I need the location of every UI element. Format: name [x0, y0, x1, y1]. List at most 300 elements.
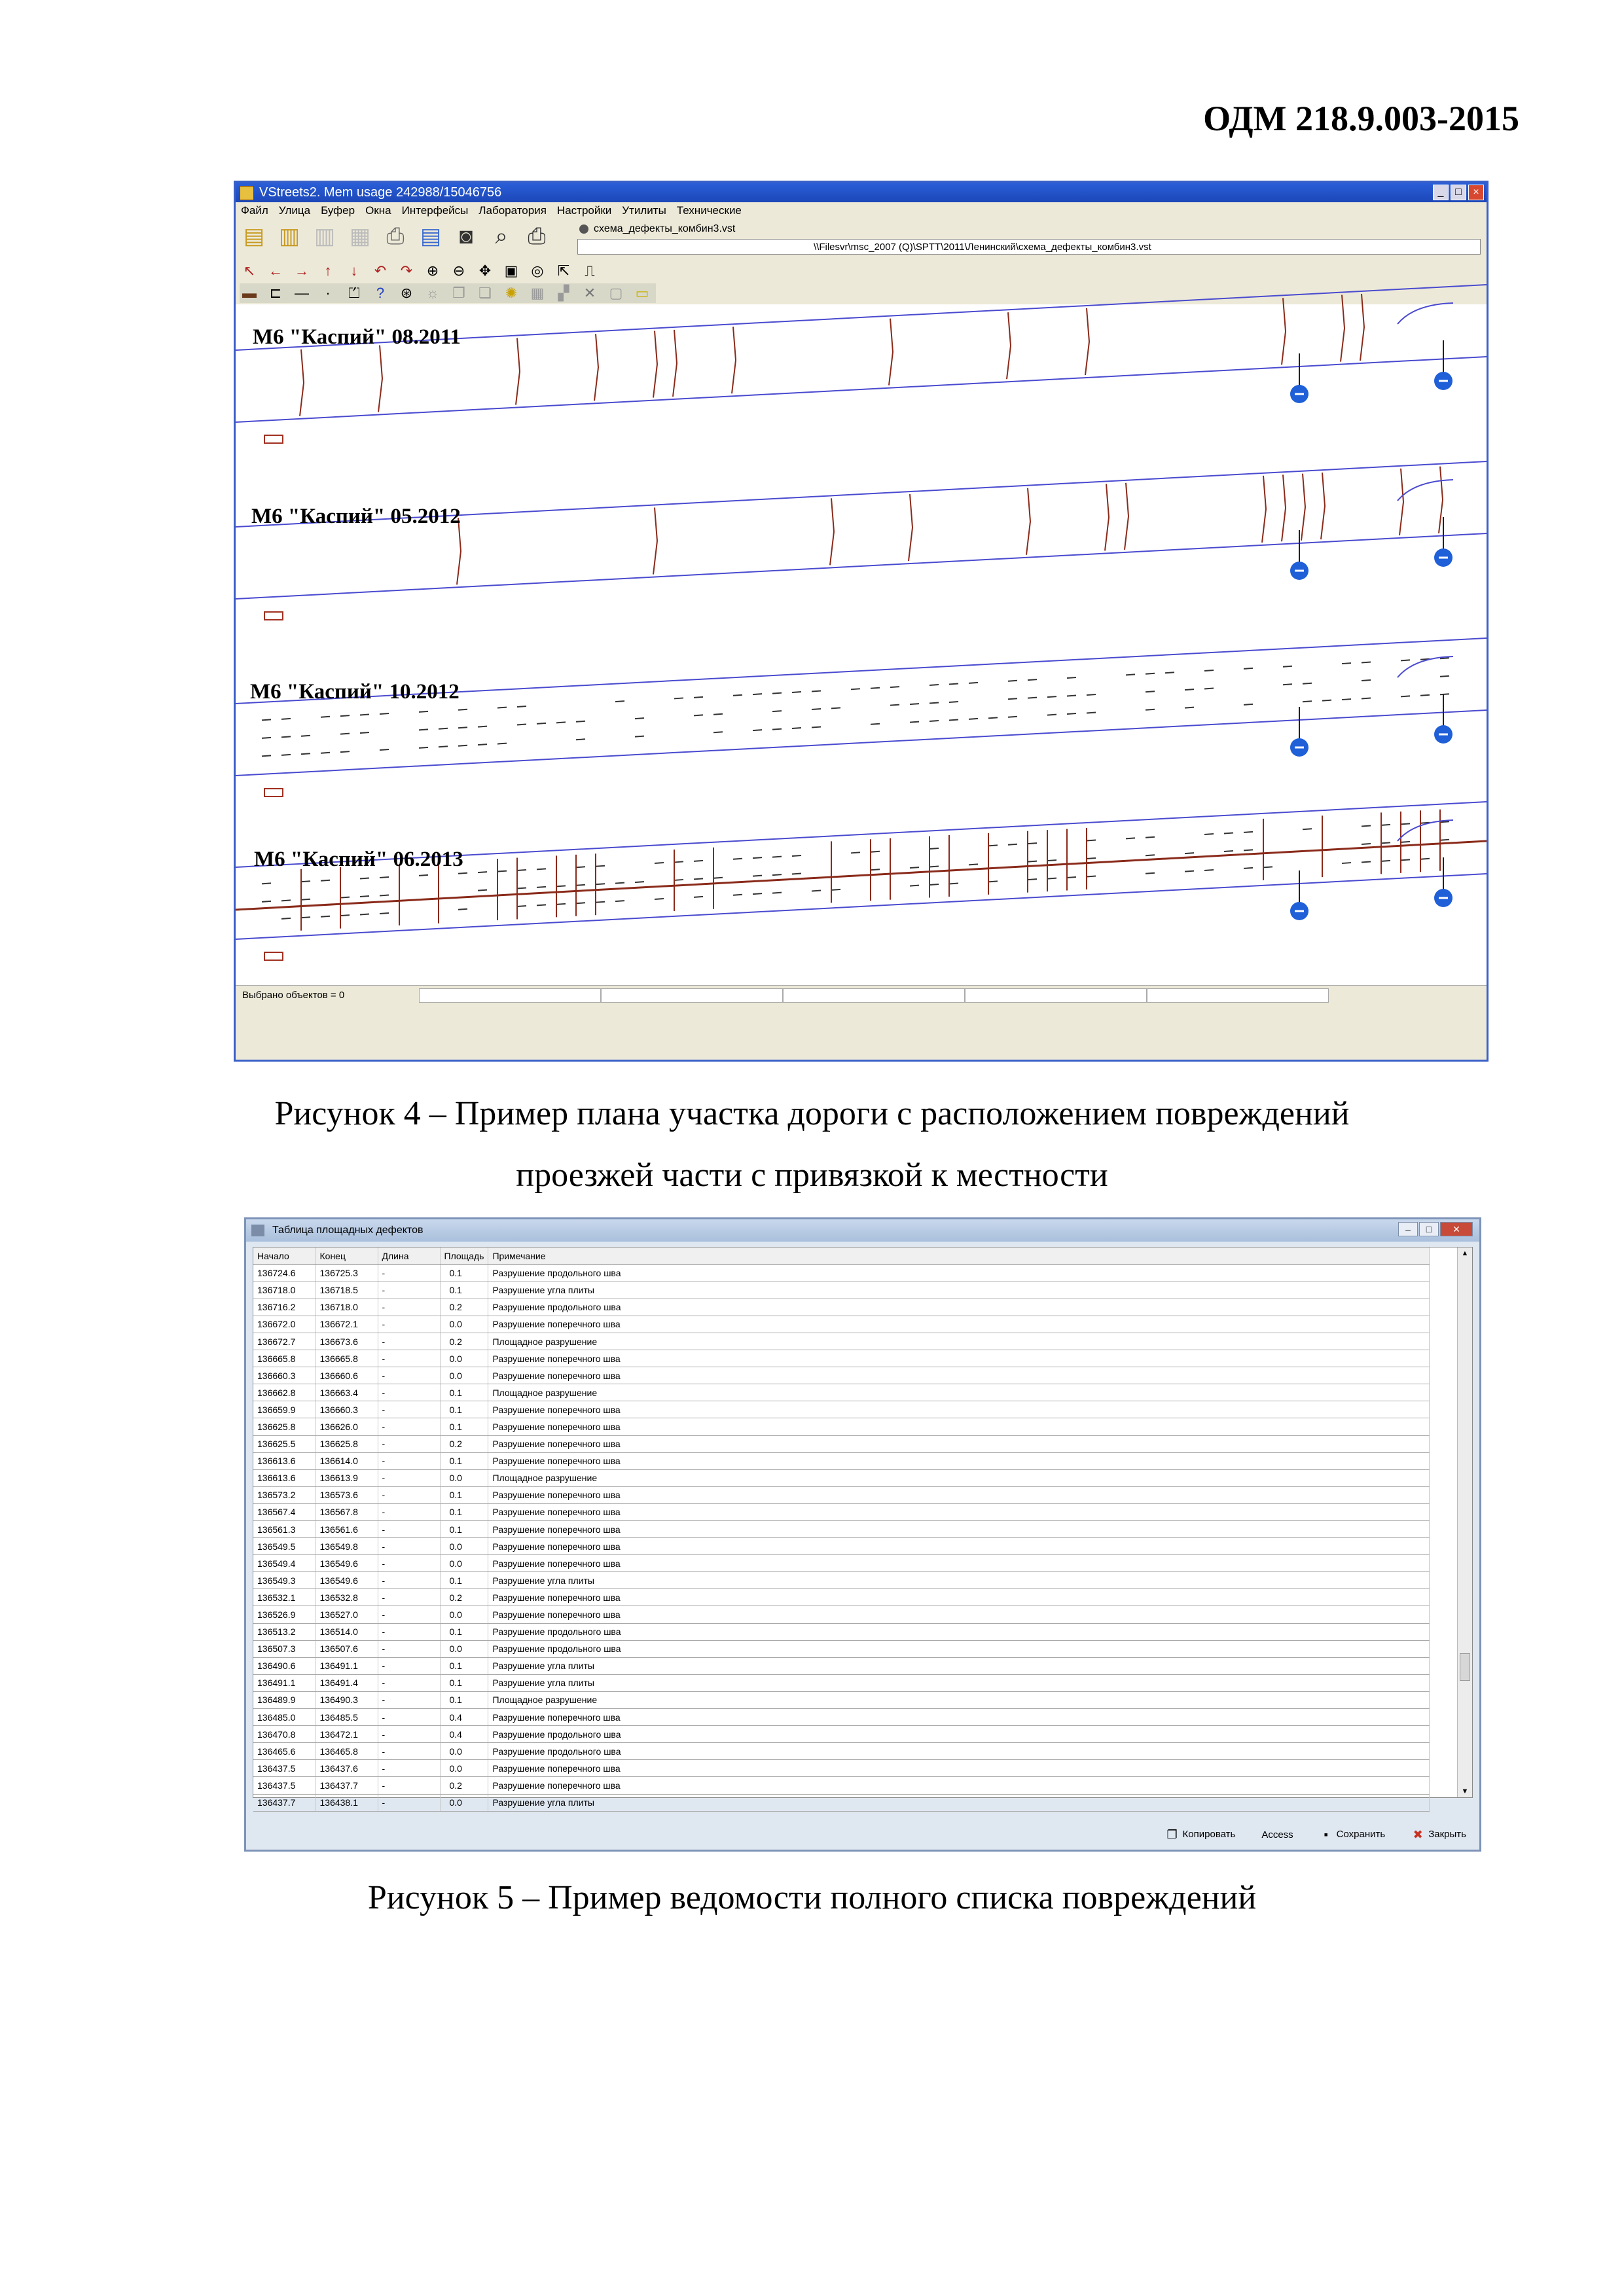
pointer-icon[interactable]: ↖ [243, 262, 256, 279]
table-row[interactable] [253, 1589, 1430, 1606]
cross-icon[interactable]: ✕ [583, 285, 596, 301]
table-cell: 0.1 [440, 1452, 488, 1469]
table-cell: 0.2 [440, 1777, 488, 1794]
scroll-up-icon[interactable]: ▲ [1461, 1249, 1469, 1257]
table-row[interactable] [253, 1726, 1430, 1743]
defect-dash [556, 722, 566, 723]
table-cell: - [378, 1777, 440, 1794]
globe-icon[interactable]: ⊛ [400, 285, 413, 301]
crack-mark [1321, 473, 1325, 539]
defect-dash [537, 723, 546, 724]
table-cell: 136532.1 [253, 1589, 316, 1606]
pan-icon[interactable]: ✥ [478, 262, 492, 279]
table-cell: 136491.4 [316, 1674, 378, 1691]
defect-dash [596, 866, 605, 867]
crack-mark [909, 494, 912, 561]
defect-dash [851, 852, 860, 853]
zoom-window-icon[interactable]: ▣ [504, 262, 518, 279]
app-icon [240, 186, 254, 200]
defect-dash [753, 893, 762, 894]
defect-dash [988, 717, 998, 718]
crack-mark [1105, 484, 1109, 550]
table-cell: 0.0 [440, 1555, 488, 1572]
table-cell: Разрушение поперечного шва [488, 1486, 1430, 1503]
rotate-left-icon[interactable]: ↶ [374, 262, 387, 279]
file-tab[interactable] [579, 223, 735, 235]
defect-dash [576, 885, 585, 886]
defect-dash [380, 749, 389, 750]
table-cell: - [378, 1691, 440, 1708]
minimize-button[interactable]: – [1398, 1222, 1418, 1236]
table-row[interactable] [253, 1760, 1430, 1777]
defect-dash [380, 713, 389, 714]
menu-technical[interactable]: Технические [676, 204, 742, 217]
defect-dash [419, 747, 428, 748]
defect-dash [890, 705, 899, 706]
table-cell: 136491.1 [253, 1674, 316, 1691]
maximize-button[interactable]: □ [1451, 185, 1466, 200]
path-field: \\Filesvr\msc_2007 (Q)\SPTT\2011\Ленинский\схема_дефекты_комбин3.vst [577, 239, 1481, 255]
close-table-button[interactable] [1411, 1828, 1466, 1841]
table-cell: 136491.1 [316, 1657, 378, 1674]
defect-dash [262, 719, 271, 720]
column-header-length[interactable]: Длина [378, 1247, 440, 1265]
table-cell: 136549.3 [253, 1572, 316, 1589]
table-cell: 136672.1 [316, 1316, 378, 1333]
defect-dash [1087, 694, 1096, 695]
table-row[interactable] [253, 1435, 1430, 1452]
document-code: ОДМ 218.9.003-2015 [1203, 99, 1519, 138]
defect-dash [1362, 680, 1371, 681]
road-schemes [236, 304, 1487, 985]
save-as-icon[interactable]: ▦ [349, 224, 371, 249]
table-row[interactable] [253, 1401, 1430, 1418]
table-cell: 0.1 [440, 1572, 488, 1589]
menu-laboratory[interactable]: Лаборатория [478, 204, 547, 217]
table-cell: Разрушение поперечного шва [488, 1555, 1430, 1572]
sun-icon[interactable]: ✺ [505, 285, 518, 301]
crack-mark [378, 345, 382, 412]
table-cell: 0.1 [440, 1521, 488, 1538]
crack-mark [1360, 294, 1364, 361]
table-row[interactable] [253, 1709, 1430, 1726]
defect-dash [1146, 837, 1155, 838]
crack-mark [673, 330, 677, 397]
arrow-right-icon[interactable]: → [295, 262, 309, 279]
crack-mark [732, 327, 736, 393]
table-cell: Разрушение продольного шва [488, 1726, 1430, 1743]
table-row[interactable] [253, 1657, 1430, 1674]
copy-icon[interactable]: ❐ [452, 285, 465, 301]
table-cell: - [378, 1503, 440, 1520]
frame-icon[interactable]: ▢ [609, 285, 623, 301]
defect-dash [910, 867, 919, 868]
table-cell: 136659.9 [253, 1401, 316, 1418]
crack-mark [653, 508, 657, 575]
section-label-2012-10: М6 "Каспий" 10.2012 [250, 680, 460, 704]
table-cell: 136438.1 [316, 1794, 378, 1811]
table-cell: - [378, 1486, 440, 1503]
file-tab-icon [579, 224, 588, 234]
defect-dash [988, 881, 998, 882]
defect-dash [439, 746, 448, 747]
table-cell: Разрушение поперечного шва [488, 1760, 1430, 1777]
measure-icon[interactable]: ⎍ [585, 262, 595, 279]
table-cell: 136625.8 [316, 1435, 378, 1452]
table-row[interactable] [253, 1418, 1430, 1435]
defect-dash [812, 890, 821, 891]
defect-dash [674, 861, 683, 862]
defect-dash [1008, 698, 1017, 699]
grid-icon[interactable]: ▦ [530, 285, 545, 301]
copy-icon: ❐ [1166, 1828, 1178, 1841]
table-row[interactable] [253, 1606, 1430, 1623]
menu-file[interactable]: Файл [241, 204, 268, 217]
defect-dash [419, 875, 428, 876]
status-text: Выбрано объектов = 0 [242, 990, 345, 1001]
table-icon[interactable]: ▤ [420, 224, 442, 249]
table-cell: 0.1 [440, 1486, 488, 1503]
figure4-caption-line2: проезжей части с привязкой к местности [516, 1157, 1108, 1194]
column-header-note[interactable]: Примечание [488, 1247, 1430, 1265]
crack-mark [1282, 475, 1286, 541]
table-cell: Разрушение поперечного шва [488, 1418, 1430, 1435]
table-cell: - [378, 1401, 440, 1418]
close-button[interactable]: × [1468, 185, 1484, 200]
crack-mark [516, 338, 520, 404]
table-cell: 136514.0 [316, 1623, 378, 1640]
table-cell: Площадное разрушение [488, 1469, 1430, 1486]
status-bar [236, 985, 1487, 1005]
table-row[interactable] [253, 1743, 1430, 1760]
open-folder-icon[interactable]: ▤ [243, 224, 265, 249]
defect-dash [1401, 859, 1410, 860]
close-icon: ✖ [1413, 1828, 1423, 1841]
camera-icon[interactable]: ◙ [459, 224, 473, 249]
defect-dash [301, 917, 310, 918]
section-label-2012-05: М6 "Каспий" 05.2012 [251, 505, 461, 528]
menu-windows[interactable]: Окна [365, 204, 391, 217]
defect-dash [1342, 663, 1351, 664]
point-icon[interactable]: · [325, 285, 331, 301]
table-cell: 136718.0 [253, 1282, 316, 1299]
defect-dash [478, 726, 487, 727]
vstreets-window [234, 181, 1489, 1062]
defect-dash [1342, 699, 1351, 700]
table-cell: 136613.6 [253, 1452, 316, 1469]
table-cell: 0.2 [440, 1589, 488, 1606]
table-row[interactable] [253, 1691, 1430, 1708]
table-cell: - [378, 1760, 440, 1777]
defect-dash [301, 881, 310, 882]
table-cell: Разрушение продольного шва [488, 1640, 1430, 1657]
table-cell: 136660.3 [316, 1401, 378, 1418]
table-cell: Разрушение поперечного шва [488, 1709, 1430, 1726]
defect-dash [1303, 683, 1312, 684]
defect-dash [1401, 823, 1410, 824]
table-cell: 136665.8 [316, 1350, 378, 1367]
table-cell: - [378, 1367, 440, 1384]
defect-dash [1087, 712, 1096, 713]
defect-dash [1087, 858, 1096, 859]
maximize-button[interactable]: □ [1419, 1222, 1439, 1236]
defect-dash [556, 904, 566, 905]
table-row[interactable] [253, 1384, 1430, 1401]
table-cell: 136716.2 [253, 1299, 316, 1316]
segment-icon[interactable]: — [295, 285, 309, 301]
figure4-caption-line1: Рисунок 4 – Пример плана участка дороги с расположением повреждений [274, 1095, 1350, 1132]
save-disabled-icon[interactable]: ▥ [314, 224, 336, 249]
defect-dash [615, 883, 624, 884]
menu-settings[interactable]: Настройки [556, 204, 612, 217]
defect-dash [871, 724, 880, 725]
defect-dash [1362, 861, 1371, 862]
defect-dash [949, 683, 958, 684]
table-cell: 136573.6 [316, 1486, 378, 1503]
minimize-button[interactable]: _ [1433, 185, 1449, 200]
scroll-thumb[interactable] [1460, 1653, 1470, 1681]
defect-dash [301, 899, 310, 900]
crack-mark [1301, 474, 1305, 541]
table-row[interactable] [253, 1265, 1430, 1282]
table-row[interactable] [253, 1777, 1430, 1794]
defect-dash [1008, 844, 1017, 845]
bulb-icon[interactable]: ☼ [425, 285, 440, 301]
defect-dash [340, 715, 350, 716]
table-row[interactable] [253, 1794, 1430, 1811]
table-row[interactable] [253, 1333, 1430, 1350]
defect-dash [576, 721, 585, 722]
column-header-area[interactable]: Площадь [440, 1247, 488, 1265]
defect-dash [871, 869, 880, 870]
table-cell: Разрушение поперечного шва [488, 1316, 1430, 1333]
table-cell: 136672.7 [253, 1333, 316, 1350]
arrow-up-icon[interactable]: ↑ [324, 262, 332, 279]
column-header-start[interactable]: Начало [253, 1247, 316, 1265]
map-canvas[interactable] [236, 304, 1487, 985]
print-icon[interactable]: ⎙ [386, 224, 405, 249]
polyline-icon[interactable]: ⏍ [348, 285, 360, 301]
table-cell: - [378, 1674, 440, 1691]
crack-mark [300, 350, 304, 416]
table-cell: 136472.1 [316, 1726, 378, 1743]
table-cell: - [378, 1333, 440, 1350]
defect-dash [360, 896, 369, 897]
table-cell: 136724.6 [253, 1265, 316, 1282]
figure5-caption: Рисунок 5 – Пример ведомости полного списка повреждений [367, 1879, 1257, 1916]
defect-dash [321, 916, 330, 917]
table-cell: 136718.0 [316, 1299, 378, 1316]
section-label-2013: М6 "Каспий" 06.2013 [254, 848, 463, 871]
file-tab-label: схема_дефекты_комбин3.vst [594, 223, 736, 234]
defect-dash [635, 718, 644, 719]
defect-dash [281, 736, 291, 737]
zoom-out-icon[interactable]: ⊖ [452, 262, 465, 279]
arrow-left-icon[interactable]: ← [268, 262, 283, 279]
marker-rect [264, 612, 283, 620]
table-cell: - [378, 1726, 440, 1743]
crack-mark [1439, 467, 1443, 533]
crack-mark [1262, 476, 1266, 543]
table-cell: 136561.3 [253, 1521, 316, 1538]
table-cell: - [378, 1316, 440, 1333]
window-title: Таблица площадных дефектов [272, 1225, 424, 1236]
table-cell: 136626.0 [316, 1418, 378, 1435]
help-icon[interactable]: ? [376, 285, 385, 301]
window-titlebar [246, 1219, 1479, 1242]
defect-dash [1244, 832, 1253, 833]
defect-dash [1283, 666, 1292, 667]
vertical-scrollbar[interactable] [1457, 1247, 1472, 1797]
paste-icon[interactable]: ❏ [478, 285, 492, 301]
table-row[interactable] [253, 1572, 1430, 1589]
menu-buffer[interactable]: Буфер [321, 204, 355, 217]
table-cell: 136527.0 [316, 1606, 378, 1623]
close-button[interactable]: ✕ [1440, 1222, 1473, 1236]
defect-dash [576, 739, 585, 740]
save-icon[interactable]: ▥ [278, 224, 300, 249]
defect-dash [596, 902, 605, 903]
table-row[interactable] [253, 1674, 1430, 1691]
table-cell: 0.1 [440, 1418, 488, 1435]
defect-dash [1028, 679, 1037, 680]
table-cell: - [378, 1384, 440, 1401]
menu-utilities[interactable]: Утилиты [622, 204, 666, 217]
table-cell: 136625.5 [253, 1435, 316, 1452]
table-cell: 136660.3 [253, 1367, 316, 1384]
table-cell: 136507.3 [253, 1640, 316, 1657]
defect-dash [733, 695, 742, 696]
defect-dash [458, 727, 467, 728]
crack-mark [830, 498, 834, 565]
save-button[interactable] [1320, 1828, 1386, 1841]
table-row[interactable] [253, 1469, 1430, 1486]
defect-dash [713, 714, 723, 715]
table-cell: 136549.6 [316, 1555, 378, 1572]
defect-dash [478, 744, 487, 745]
move-icon[interactable]: ▞ [558, 285, 569, 301]
table-cell: - [378, 1709, 440, 1726]
table-cell: 136532.8 [316, 1589, 378, 1606]
table-cell: - [378, 1657, 440, 1674]
table-cell: 0.0 [440, 1350, 488, 1367]
defect-dash [1047, 860, 1056, 861]
table-row[interactable] [253, 1640, 1430, 1657]
table-cell: 0.1 [440, 1401, 488, 1418]
table-cell: Разрушение угла плиты [488, 1282, 1430, 1299]
table-cell: 136513.2 [253, 1623, 316, 1640]
table-header-row [253, 1247, 1430, 1265]
defect-dash [458, 909, 467, 910]
layer-icon[interactable]: ▬ [242, 285, 257, 301]
menu-street[interactable]: Улица [278, 204, 311, 217]
defect-dash [1283, 684, 1292, 685]
table-row[interactable] [253, 1555, 1430, 1572]
table-row[interactable] [253, 1367, 1430, 1384]
table-cell: Разрушение угла плиты [488, 1572, 1430, 1589]
defect-dash [1146, 873, 1155, 874]
menu-interfaces[interactable]: Интерфейсы [401, 204, 469, 217]
defect-dash [517, 706, 526, 707]
table-cell: - [378, 1623, 440, 1640]
printer-icon[interactable]: ⎙ [528, 224, 546, 249]
zoom-extents-icon[interactable]: ◎ [531, 262, 544, 279]
zoom-in-icon[interactable]: ⊕ [426, 262, 439, 279]
table-row[interactable] [253, 1486, 1430, 1503]
table-row[interactable] [253, 1299, 1430, 1316]
table-cell: 136470.8 [253, 1726, 316, 1743]
rotate-right-icon[interactable]: ↷ [400, 262, 413, 279]
table-cell: 136573.2 [253, 1486, 316, 1503]
highlight-icon[interactable]: ▭ [635, 285, 649, 301]
junction-curve [1398, 303, 1453, 324]
table-cell: 136485.5 [316, 1709, 378, 1726]
defect-dash [871, 688, 880, 689]
defect-dash [1146, 691, 1155, 692]
table-cell: Разрушение угла плиты [488, 1657, 1430, 1674]
select-icon[interactable]: ⇱ [557, 262, 570, 279]
defect-dash [301, 753, 310, 754]
defect-dash [497, 871, 507, 872]
table-cell: 0.1 [440, 1623, 488, 1640]
access-button[interactable]: Access [1261, 1829, 1293, 1840]
copy-button[interactable] [1166, 1828, 1236, 1841]
table-cell: - [378, 1572, 440, 1589]
defects-grid [253, 1247, 1473, 1808]
table-cell: 136437.5 [253, 1777, 316, 1794]
table-cell: 136490.3 [316, 1691, 378, 1708]
table-row[interactable] [253, 1282, 1430, 1299]
table-row[interactable] [253, 1350, 1430, 1367]
window-titlebar [236, 183, 1487, 202]
defects-table-window [244, 1217, 1481, 1852]
table-cell: Площадное разрушение [488, 1691, 1430, 1708]
table-row[interactable] [253, 1623, 1430, 1640]
table-cell: Площадное разрушение [488, 1333, 1430, 1350]
table-row[interactable] [253, 1521, 1430, 1538]
table-cell: Разрушение поперечного шва [488, 1503, 1430, 1520]
table-cell: - [378, 1299, 440, 1316]
defect-dash [360, 878, 369, 879]
zoom-doc-icon[interactable]: ⌕ [495, 224, 508, 249]
table-row[interactable] [253, 1452, 1430, 1469]
column-header-end[interactable]: Конец [316, 1247, 378, 1265]
table-cell: 136725.3 [316, 1265, 378, 1282]
defect-dash [1224, 851, 1233, 852]
defect-dash [419, 729, 428, 730]
defect-dash [792, 855, 801, 856]
table-cell: - [378, 1350, 440, 1367]
table-cell: Разрушение поперечного шва [488, 1521, 1430, 1538]
table-cell: 0.0 [440, 1367, 488, 1384]
arrow-down-icon[interactable]: ↓ [350, 262, 358, 279]
table-row[interactable] [253, 1538, 1430, 1555]
table-row[interactable] [253, 1316, 1430, 1333]
table-row[interactable] [253, 1503, 1430, 1520]
table-cell: 136662.8 [253, 1384, 316, 1401]
table-cell: - [378, 1589, 440, 1606]
defect-dash [439, 728, 448, 729]
line-icon[interactable]: ⊏ [269, 285, 282, 301]
table-cell: 136549.8 [316, 1538, 378, 1555]
table-cell: 136507.6 [316, 1640, 378, 1657]
defect-dash [262, 755, 271, 756]
table-cell: 0.0 [440, 1794, 488, 1811]
table-cell: Разрушение поперечного шва [488, 1435, 1430, 1452]
defect-dash [340, 897, 350, 898]
scroll-down-icon[interactable]: ▼ [1461, 1787, 1469, 1795]
crack-mark [653, 331, 657, 398]
